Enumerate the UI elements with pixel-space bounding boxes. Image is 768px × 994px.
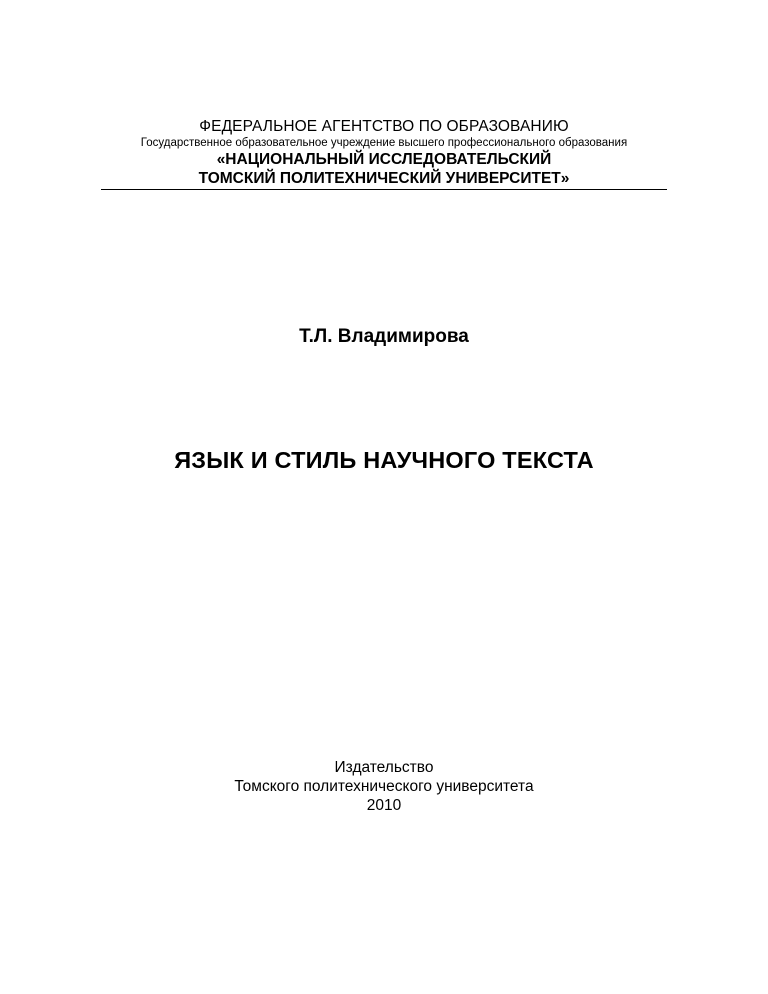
header-divider — [101, 189, 667, 190]
publisher-line-2: Томского политехнического университета — [234, 778, 534, 795]
institution-type: Государственное образовательное учреждение высшего профессионального образования — [140, 137, 628, 149]
agency-name: ФЕДЕРАЛЬНОЕ АГЕНТСТВО ПО ОБРАЗОВАНИЮ — [199, 118, 569, 135]
university-name-line-2: ТОМСКИЙ ПОЛИТЕХНИЧЕСКИЙ УНИВЕРСИТЕТ» — [198, 170, 570, 187]
header-block — [0, 118, 768, 188]
document-title: ЯЗЫК И СТИЛЬ НАУЧНОГО ТЕКСТА — [174, 447, 594, 473]
author-name: Т.Л. Владимирова — [299, 326, 469, 347]
publication-year: 2010 — [366, 797, 402, 814]
publisher-line-1: Издательство — [334, 759, 434, 776]
publisher-block — [0, 758, 768, 815]
university-name-line-1: «НАЦИОНАЛЬНЫЙ ИССЛЕДОВАТЕЛЬСКИЙ — [216, 151, 552, 168]
